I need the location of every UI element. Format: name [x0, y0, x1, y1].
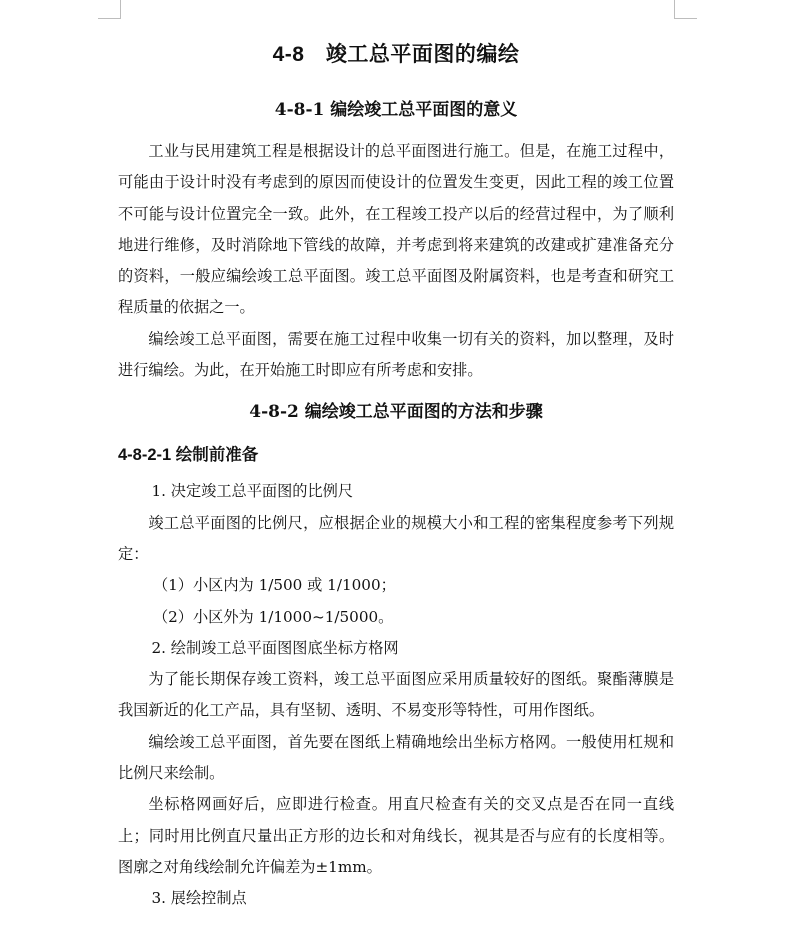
paragraph: 编绘竣工总平面图，首先要在图纸上精确地绘出坐标方格网。一般使用杠规和比例尺来绘制。: [118, 732, 674, 783]
crop-mark-top-left: [98, 0, 121, 19]
document-page: [118, 36, 674, 915]
crop-mark-top-right: [674, 0, 697, 19]
paragraph: 编绘竣工总平面图，需要在施工过程中收集一切有关的资料，加以整理，及时进行编绘。为此，在开始施工时即应有所考虑和安排。: [118, 329, 674, 380]
section-heading-4-8-2: 4-8-2 编绘竣工总平面图的方法和步骤: [249, 402, 543, 423]
document-title: 4-8 竣工总平面图的编绘: [272, 43, 520, 66]
sub-list-item: （1）小区内为 1/500 或 1/1000；: [152, 576, 396, 595]
list-item-title: 3. 展绘控制点: [151, 889, 247, 908]
list-item-title: 1. 决定竣工总平面图的比例尺: [151, 482, 354, 501]
paragraph: 坐标格网画好后，应即进行检查。用直尺检查有关的交叉点是否在同一直线上；同时用比例直尺量出正方形的边长和对角线长，视其是否与应有的长度相等。图廓之对角线绘制允许偏差为±1mm。: [118, 795, 674, 876]
paragraph: 竣工总平面图的比例尺，应根据企业的规模大小和工程的密集程度参考下列规定：: [118, 513, 674, 563]
paragraph: 工业与民用建筑工程是根据设计的总平面图进行施工。但是，在施工过程中，可能由于设计时没有考虑到的原因而使设计的位置发生变更，因此工程的竣工位置不可能与设计位置完全一致。此外，在工程竣工投产以后的经营过程中，为了顺利地进行维修，及时消除地下管线的故障，并考虑到将来建筑的改建或扩建准备充分的资料，一般应编绘竣工总平面图。竣工总平面图及附属资料，也是考查和研究工程质量的依据之一。: [118, 142, 674, 317]
section-heading-4-8-1: 4-8-1 编绘竣工总平面图的意义: [274, 100, 518, 120]
list-item-title: 2. 绘制竣工总平面图图底坐标方格网: [151, 638, 399, 657]
paragraph: 为了能长期保存竣工资料，竣工总平面图应采用质量较好的图纸。聚酯薄膜是我国新近的化工产品，具有坚韧、透明、不易变形等特性，可用作图纸。: [118, 670, 674, 720]
sub-list-item: （2）小区外为 1/1000~1/5000。: [152, 607, 394, 626]
subsection-heading-4-8-2-1: 4-8-2-1 绘制前准备: [118, 446, 259, 465]
